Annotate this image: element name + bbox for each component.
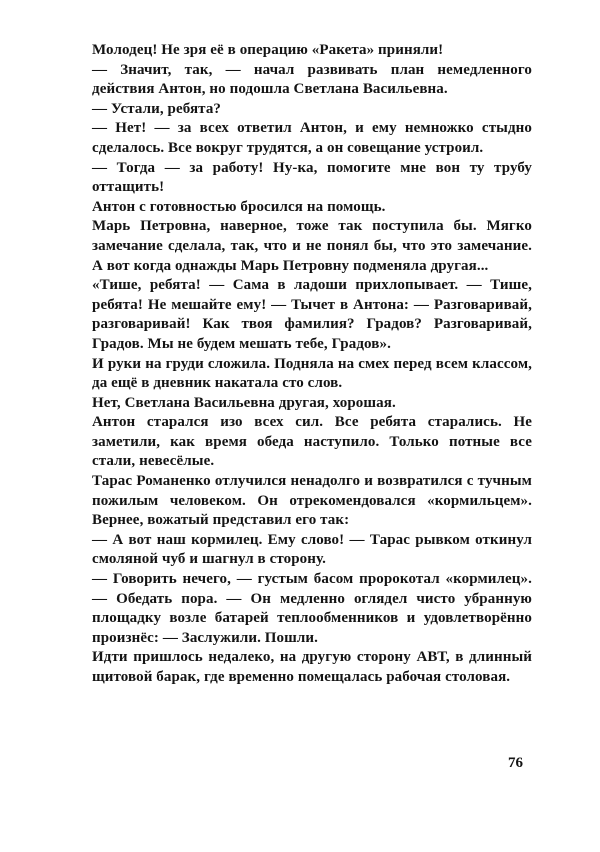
paragraph: — А вот наш кормилец. Ему слово! — Тарас рывком откинул смоляной чуб и шагнул в сторону. — [92, 531, 532, 568]
paragraph: — Тогда — за работу! Ну-ка, помогите мне вон ту трубу оттащить! — [92, 159, 532, 196]
paragraph: И руки на груди сложила. Подняла на смех перед всем классом, да ещё в дневник накатала сто слов. — [92, 355, 532, 392]
paragraph: «Тише, ребята! — Сама в ладоши прихлопывает. — Тише, ребята! Не мешайте ему! — Тычет в Антона: — Разговаривай, разговаривай! Как твоя фамилия? Градов? Разговаривай, Градов. Мы не будем мешать тебе, Градов». — [92, 277, 532, 352]
paragraph: — Нет! — за всех ответил Антон, и ему немножко стыдно сделалось. Все вокруг трудятся, а он совещание устроил. — [92, 120, 532, 156]
paragraph: Марь Петровна, наверное, тоже так поступила бы. Мягко замечание сделала, так, что и не понял бы, что это замечание. А вот когда однажды Марь Петровну подменяла другая... — [92, 218, 532, 274]
paragraph: Идти пришлось недалеко, на другую сторону АВТ, в длинный щитовой барак, где временно помещалась рабочая столовая. — [92, 649, 532, 685]
paragraph: Тарас Романенко отлучился ненадолго и возвратился с тучным пожилым человеком. Он отрекомендовался «кормильцем». Вернее, вожатый представил его так: — [92, 473, 532, 529]
page-number: 76 — [508, 755, 523, 771]
paragraph: — Говорить нечего, — густым басом пророкотал «кормилец». — Обедать пора. — Он медленно оглядел чисто убранную площадку возле батарей теплообменников и удовлетворённо произнёс: — Заслужили. Пошли. — [92, 571, 532, 646]
paragraph: Молодец! Не зря её в операцию «Ракета» приняли! — [92, 42, 444, 58]
body-text — [92, 41, 532, 688]
paragraph: Нет, Светлана Васильевна другая, хорошая. — [92, 394, 396, 411]
paragraph: — Значит, так, — начал развивать план немедленного действия Антон, но подошла Светлана Васильевна. — [92, 61, 532, 98]
paragraph: Антон с готовностью бросился на помощь. — [92, 198, 386, 215]
paragraph: Антон старался изо всех сил. Все ребята старались. Не заметили, как время обеда наступило. Только потные все стали, невесёлые. — [92, 414, 532, 470]
paragraph: — Устали, ребята? — [92, 100, 222, 117]
